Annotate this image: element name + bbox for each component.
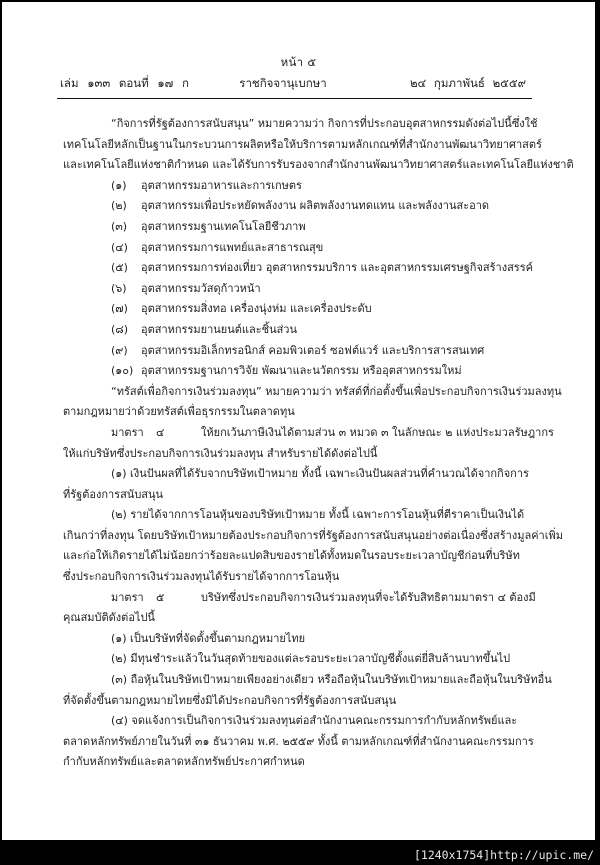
clause-line: ที่จัดตั้งขึ้นตามกฎหมายไทยซึ่งมิได้ประกอบกิจการที่รัฐต้องการสนับสนุน [63, 693, 397, 707]
industry-item [63, 279, 543, 300]
industry-item [63, 217, 543, 238]
item-number: (๖) [111, 281, 127, 295]
item-number: (๙) [111, 343, 128, 357]
clause-line: (๓) ถือหุ้นในบริษัทเป้าหมายเพียงอย่างเดียว หรือถือหุ้นในบริษัทเป้าหมายและถือหุ้นในบริษัทอื่น [111, 673, 552, 687]
header-rule [57, 98, 532, 99]
item-number: (๑) [111, 178, 127, 192]
section-4-heading [63, 423, 554, 444]
clause-line: (๑) เงินปันผลที่ได้รับจากบริษัทเป้าหมาย ทั้งนี้ เฉพาะเงินปันผลส่วนที่คำนวณได้จากกิจการ [111, 467, 529, 481]
section-line: คุณสมบัติดังต่อไปนี้ [63, 611, 155, 625]
volume-issue: เล่ม ๑๓๓ ตอนที่ ๑๗ ก [60, 76, 189, 90]
section-label: มาตรา [111, 425, 144, 439]
clause-line: กำกับหลักทรัพย์และตลาดหลักทรัพย์ประกาศกำหนด [63, 755, 305, 769]
item-text: อุตสาหกรรมการท่องเที่ยว อุตสาหกรรมบริการ และอุตสาหกรรมเศรษฐกิจสร้างสรรค์ [141, 261, 533, 275]
clause-line: (๒) มีทุนชำระแล้วในวันสุดท้ายของแต่ละรอบระยะเวลาบัญชีตั้งแต่ยี่สิบล้านบาทขึ้นไป [111, 652, 511, 666]
section-text: บริษัทซึ่งประกอบกิจการเงินร่วมลงทุนที่จะได้รับสิทธิตามมาตรา ๔ ต้องมี [201, 590, 536, 604]
definition-line: เทคโนโลยีหลักเป็นฐานในกระบวนการผลิตหรือให้บริการตามหลักเกณฑ์ที่สำนักงานพัฒนาวิทยาศาสตร์ [63, 137, 542, 151]
gazette-header [58, 75, 532, 93]
section-number: ๔ [156, 425, 165, 439]
item-number: (๓) [111, 219, 128, 233]
section-5-heading [63, 588, 543, 609]
item-text: อุตสาหกรรมอิเล็กทรอนิกส์ คอมพิวเตอร์ ซอฟต์แวร์ และบริการสารสนเทศ [141, 343, 485, 357]
item-text: อุตสาหกรรมอาหารและการเกษตร [141, 178, 302, 192]
clause-line: (๔) จดแจ้งการเป็นกิจการเงินร่วมลงทุนต่อสำนักงานคณะกรรมการกำกับหลักทรัพย์และ [111, 714, 518, 728]
clause-line: (๒) รายได้จากการโอนหุ้นของบริษัทเป้าหมาย ทั้งนี้ เฉพาะการโอนหุ้นที่ตีราคาเป็นเงินได้ [111, 508, 525, 522]
section-line: ให้แก่บริษัทซึ่งประกอบกิจการเงินร่วมลงทุน สำหรับรายได้ดังต่อไปนี้ [63, 446, 378, 460]
item-text: อุตสาหกรรมฐานเทคโนโลยีชีวภาพ [141, 219, 306, 233]
publication-date: ๒๔ กุมภาพันธ์ ๒๕๕๙ [409, 76, 526, 90]
clause-line: เกินกว่าที่ลงทุน โดยบริษัทเป้าหมายต้องประกอบกิจการที่รัฐต้องการสนับสนุนอย่างต่อเนื่องซึ่งสร้างมูลค่าเพิ่ม [63, 528, 564, 542]
item-number: (๔) [111, 240, 128, 254]
definition-line: “กิจการที่รัฐต้องการสนับสนุน” หมายความว่า กิจการที่ประกอบอุตสาหกรรมดังต่อไปนี้ซึ่งใช้ [111, 117, 538, 130]
document-page [2, 2, 595, 840]
item-text: อุตสาหกรรมสิ่งทอ เครื่องนุ่งห่ม และเครื่องประดับ [141, 302, 372, 316]
item-text: อุตสาหกรรมการแพทย์และสาธารณสุข [141, 240, 324, 254]
item-text: อุตสาหกรรมเพื่อประหยัดพลังงาน ผลิตพลังงานทดแทน และพลังงานสะอาด [141, 199, 490, 213]
industry-item [63, 299, 543, 320]
industry-item [63, 238, 543, 259]
clause-line: ตลาดหลักทรัพย์ภายในวันที่ ๓๑ ธันวาคม พ.ศ. ๒๕๕๙ ทั้งนี้ ตามหลักเกณฑ์ที่สำนักงานคณะกรรมการ [63, 734, 534, 748]
clause-line: ที่รัฐต้องการสนับสนุน [63, 487, 164, 501]
industry-item [63, 196, 543, 217]
industry-item [63, 361, 543, 382]
item-number: (๘) [111, 322, 129, 336]
item-number: (๑๐) [111, 364, 134, 378]
definition-line: ตามกฎหมายว่าด้วยทรัสต์เพื่อธุรกรรมในตลาดทุน [63, 405, 295, 419]
item-number: (๒) [111, 199, 127, 213]
industry-item [63, 258, 543, 279]
page-number: หน้า ๕ [280, 55, 317, 69]
section-label: มาตรา [111, 590, 144, 604]
industry-item [63, 341, 543, 362]
item-number: (๕) [111, 261, 128, 275]
definition-line: และเทคโนโลยีแห่งชาติกำหนด และได้รับการรับรองจากสำนักงานพัฒนาวิทยาศาสตร์และเทคโนโลยีแห่งชาติ [63, 158, 574, 172]
section-text: ให้ยกเว้นภาษีเงินได้ตามส่วน ๓ หมวด ๓ ในลักษณะ ๒ แห่งประมวลรัษฎากร [201, 425, 554, 439]
image-watermark: [1240x1754]http://upic.me/ [413, 848, 594, 862]
item-text: อุตสาหกรรมฐานการวิจัย พัฒนาและนวัตกรรม หรืออุตสาหกรรมใหม่ [141, 364, 462, 378]
document-body [63, 114, 574, 773]
industry-item [63, 320, 543, 341]
publication-title: ราชกิจจานุเบกษา [239, 76, 327, 90]
item-text: อุตสาหกรรมยานยนต์และชิ้นส่วน [141, 322, 298, 336]
industry-item [63, 176, 543, 197]
clause-line: ซึ่งประกอบกิจการเงินร่วมลงทุนได้รับรายได้จากการโอนหุ้น [63, 570, 340, 584]
item-text: อุตสาหกรรมวัสดุก้าวหน้า [141, 281, 261, 295]
definition-line: “ทรัสต์เพื่อกิจการเงินร่วมลงทุน” หมายความว่า ทรัสต์ที่ก่อตั้งขึ้นเพื่อประกอบกิจการเงินร่วมลงทุน [111, 384, 562, 398]
clause-line: (๑) เป็นบริษัทที่จัดตั้งขึ้นตามกฎหมายไทย [111, 631, 306, 645]
clause-line: และก่อให้เกิดรายได้ไม่น้อยกว่าร้อยละแปดสิบของรายได้ทั้งหมดในรอบระยะเวลาบัญชีก่อนที่บริษัท [63, 549, 520, 563]
item-number: (๗) [111, 302, 128, 316]
section-number: ๕ [156, 590, 165, 604]
